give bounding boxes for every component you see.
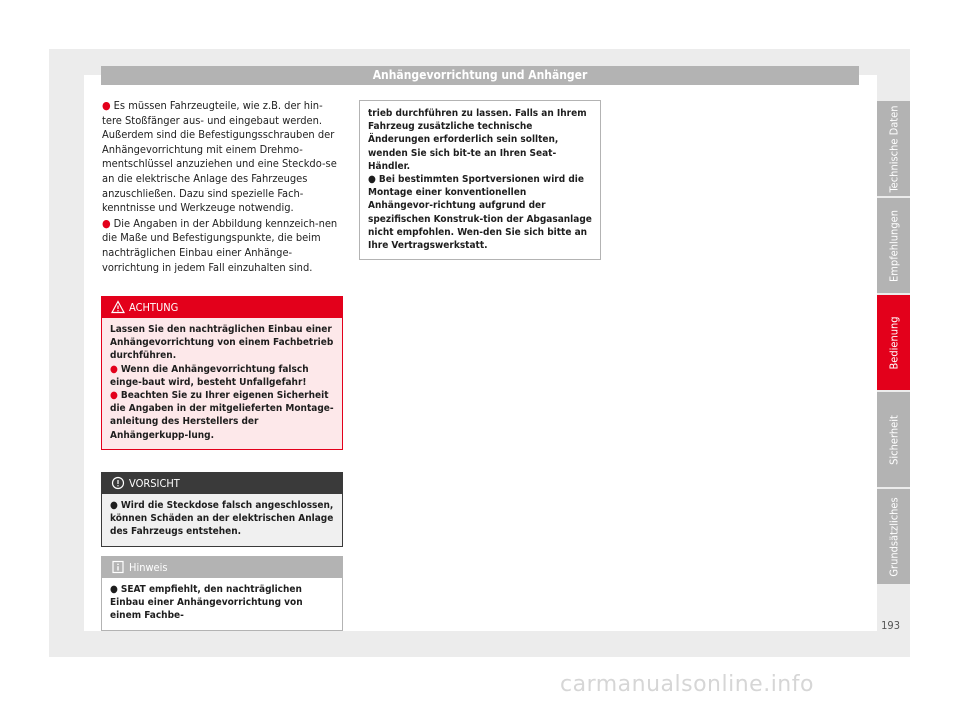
note-box [101,556,343,631]
note-box-continued [359,100,601,260]
body-paragraph: ● Es müssen Fahrzeugteile, wie z.B. der hin-tere Stoßfänger aus- und eingebaut werden. Außerdem sind die Befestigungsschrauben der Anhängevorrichtung mit einem Drehmo-mentschlüssel anzuziehen und eine Steckdo-se an die elektrische Anlage des Fahrzeuges anzuschließen. Dazu sind spezielle Fach-kenntnisse und Werkzeuge notwendig. [102,99,337,215]
warning-box-header [102,297,342,318]
caution-box [101,472,343,547]
section-header: Anhängevorrichtung und Anhänger [101,66,859,85]
main-text-column [102,99,342,275]
caution-bullet: ● Wird die Steckdose falsch angeschlossen, können Schäden an der elektrischen Anlage des Fahrzeugs entstehen. [110,500,334,538]
caution-box-header [102,473,342,494]
tab-sicherheit[interactable]: Sicherheit [877,392,910,487]
bullet-dot-icon: ● [368,174,376,186]
warning-triangle-icon [111,300,125,314]
warning-bullet: ● Wenn die Anhängevorrichtung falsch einge-baut wird, besteht Unfallgefahr! [110,363,309,388]
tab-bedienung[interactable]: Bedienung [877,295,910,390]
bullet-dot-icon: ● [110,390,118,402]
note-box-body [102,578,342,630]
note-box-header [102,557,342,578]
caution-box-body [102,494,342,546]
caution-label: VORSICHT [129,477,180,490]
tab-empfehlungen[interactable]: Empfehlungen [877,198,910,293]
warning-label: ACHTUNG [129,301,179,314]
info-icon [111,560,125,574]
body-paragraph: ● Die Angaben in der Abbildung kennzeich-nen die Maße und Befestigungspunkte, die beim nachträglichen Einbau einer Anhänge-vorrichtung in jedem Fall einzuhalten sind. [102,216,338,274]
warning-bullet: ● Beachten Sie zu Ihrer eigenen Sicherheit die Angaben in der mitgelieferten Montage-anleitung des Herstellers der Anhängerkupp-lung. [110,390,334,441]
bullet-dot-icon: ● [102,216,111,230]
bullet-dot-icon: ● [110,363,118,375]
exclamation-circle-icon [111,476,125,490]
bullet-dot-icon: ● [110,500,118,511]
tab-grundsaetzliches[interactable]: Grundsätzliches [877,489,910,584]
note-label: Hinweis [129,561,168,574]
note-continued-bullet: ● Bei bestimmten Sportversionen wird die Montage einer konventionellen Anhängevor-richtung aufgrund der spezifischen Konstruk-tion der Abgasanlage nicht empfohlen. Wen-den Sie sich bitte an Ihre Vertragswerkstatt. [368,174,592,252]
warning-intro: Lassen Sie den nachträglichen Einbau einer Anhängevorrichtung von einem Fachbetrieb durchführen. [110,324,334,362]
tab-technische-daten[interactable]: Technische Daten [877,101,910,196]
note-continued-text: trieb durchführen zu lassen. Falls an Ihrem Fahrzeug zusätzliche technische Änderungen erforderlich sein sollten, wenden Sie sich bit-te an Ihren Seat-Händler. [368,108,587,172]
page-number: 193 [881,619,900,632]
warning-box [101,296,343,450]
bullet-dot-icon: ● [110,584,118,595]
watermark: carmanualsonline.info [560,672,814,697]
bullet-dot-icon: ● [102,99,111,112]
note-bullet: ● SEAT empfiehlt, den nachträglichen Einbau einer Anhängevorrichtung von einem Fachbe- [110,584,303,622]
warning-box-body [102,318,342,449]
note-continued-body [360,101,600,259]
